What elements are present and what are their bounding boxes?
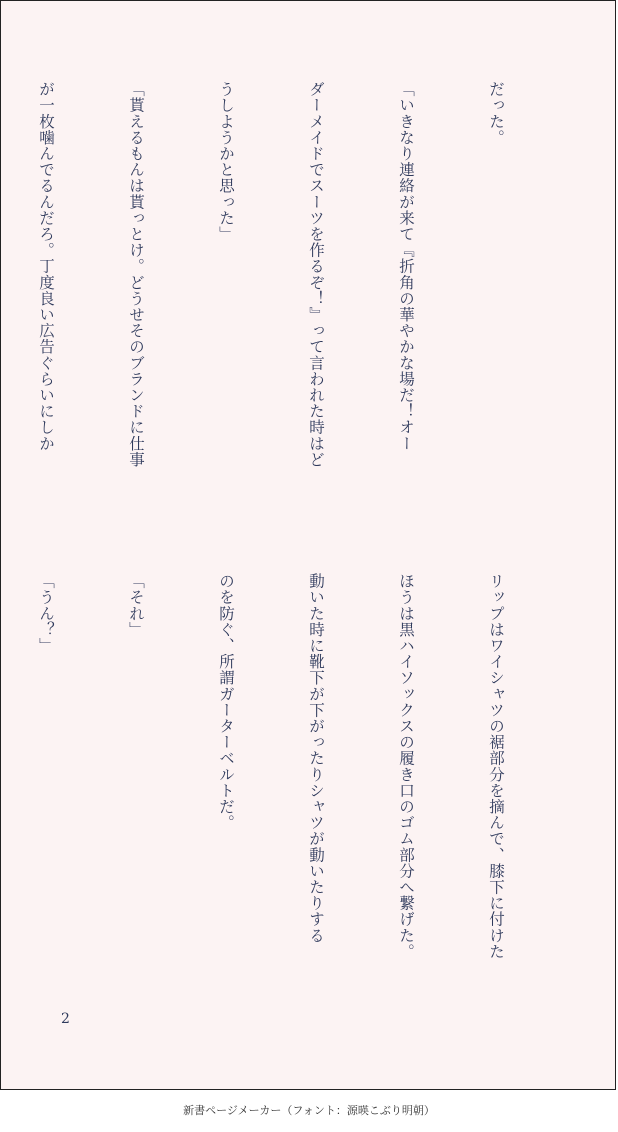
footer-caption: 新書ページメーカー（フォント：源暎こぶり明朝） [183, 1104, 435, 1117]
text-line: ダーメイドでスーツを作るぞ！』って言われた時はど [307, 81, 325, 468]
text-line: リップはワイシャツの裾部分を摘んで、膝下に付けた [487, 573, 505, 960]
text-line: 「それ」 [127, 573, 145, 638]
page-number: 2 [61, 1011, 70, 1027]
text-block-top [0, 81, 571, 551]
text-line: 動いた時に靴下が下がったりシャツが動いたりする [307, 573, 325, 944]
text-line: 「いきなり連絡が来て『折角の華やかな場だ！オー [397, 81, 415, 452]
text-line: 「貰えるもんは貰っとけ。どうせそのブランドに仕事 [127, 81, 145, 468]
text-line: ほうは黒ハイソックスの履き口のゴム部分へ繋げた。 [397, 573, 415, 960]
text-line: だった。 [487, 81, 505, 146]
text-line: のを防ぐ、所謂ガーターベルトだ。 [217, 573, 235, 831]
text-block-bottom [0, 573, 571, 1043]
text-line: が一枚噛んでるんだろ。丁度良い広告ぐらいにしか [37, 81, 55, 452]
text-line: 「うん？」 [37, 573, 55, 654]
text-line: うしようかと思った」 [217, 81, 235, 242]
